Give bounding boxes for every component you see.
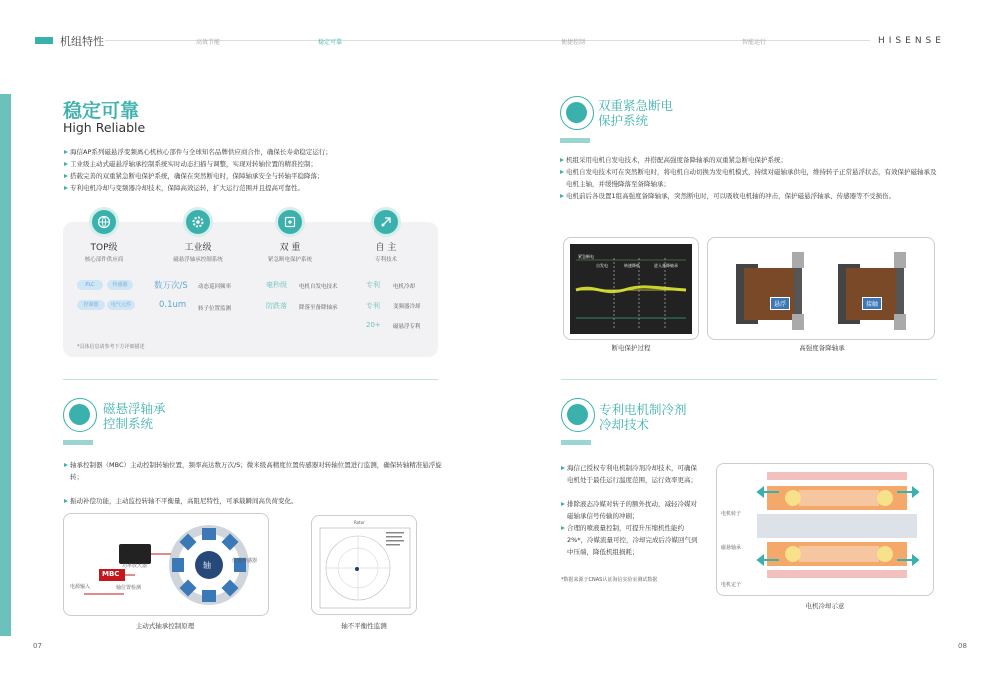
levitate-tag: 悬浮 <box>770 297 790 310</box>
diagram-label: 位置传感器 <box>232 558 258 564</box>
figure-caption: 电机冷却示意 <box>805 602 845 610</box>
shield-icon <box>275 207 305 237</box>
feature-title: 自 主 <box>375 243 397 253</box>
heading-underbar <box>560 138 590 143</box>
stat-value: 专利 <box>366 302 380 310</box>
rb-bullet: 排除液态冷媒对转子的额外扰动，减轻冷媒对磁轴承信号传输的冲刷； <box>567 498 702 522</box>
polar-plot <box>311 515 417 615</box>
rt-bullet: 机组采用电机自发电技术，并搭配高强度备降轴承的双重紧急断电保护系统； <box>566 156 787 164</box>
stat-label: 变频器冷却 <box>393 304 421 310</box>
nav-item-control[interactable]: 便捷控制 <box>561 39 586 46</box>
stat-value: 防跌落 <box>266 302 287 310</box>
stat-value: 专利 <box>366 281 380 289</box>
divider <box>63 379 438 380</box>
header-accent-bar <box>35 37 53 44</box>
gear-icon <box>183 207 213 237</box>
contact-tag: 接触 <box>862 297 882 310</box>
diagram-label: 电机转子 <box>721 511 742 517</box>
cooling-diagram <box>716 463 934 596</box>
tag-pill: 电气元件 <box>107 300 135 310</box>
feature-subtitle: 核心部件供应商 <box>84 257 124 263</box>
nav-item-efficiency[interactable]: 高效节能 <box>196 39 221 46</box>
rt-bullet: 电机前后各设置1组高强度备降轴承，突然断电时，可以吸收电机轴的冲击，保护磁悬浮轴承、传感器等不受损伤。 <box>566 190 938 202</box>
left-bullet: 搭载完善的双重紧急断电保护系统，确保在突然断电时，保障轴承安全与转轴平稳降落； <box>70 172 324 180</box>
feature-title: 工业级 <box>184 243 212 253</box>
section-title: 机组特性 <box>60 35 104 48</box>
lb-bullet: 轴承控制器（MBC）主动控制转轴位置，频率高达数万次/S；微米级高精度位置传感器对转轴位置进行监测，确保转轴精准悬浮旋转； <box>70 459 450 483</box>
tag-pill: 控制器 <box>77 300 105 310</box>
stat-value: 20+ <box>366 321 381 329</box>
diagram-label: 功率放大器 <box>122 563 148 569</box>
mbc-diagram <box>63 513 269 616</box>
stat-label: 磁悬浮专利 <box>393 324 421 330</box>
feature-subtitle: 专利技术 <box>374 257 397 263</box>
heading-underbar <box>561 440 591 445</box>
globe-icon <box>89 207 119 237</box>
stat-value: 数万次/S <box>154 281 188 291</box>
shaft-label: 轴 <box>203 561 211 570</box>
coolant-icon <box>561 398 595 432</box>
left-bullet: 专利电机冷却与变频器冷却技术，保障高效运转，扩大运行范围并且提高可靠性。 <box>70 184 304 192</box>
stat-label: 动态巡回频率 <box>198 284 232 290</box>
feature-title: 双 重 <box>279 243 301 253</box>
scope-label: 紧急断电 <box>578 254 594 259</box>
rb-bullet: 合理的喷液量控制，可提升压缩机性能约2%*，冷媒流量可控，冷却完成后冷媒回气到中压端，降低机组损耗； <box>567 522 702 558</box>
figure-caption: 高强度备降轴承 <box>799 344 845 352</box>
bearing-icon <box>63 398 97 432</box>
section-heading: 双重紧急断电 保护系统 <box>598 98 674 128</box>
feature-card <box>63 222 438 357</box>
stat-label: 电机自发电技术 <box>299 284 338 290</box>
stat-value: 0.1um <box>159 300 187 310</box>
left-bullet: 工业级主动式磁悬浮轴承控制系统实时动态扫描与调整，实现对转轴位置的精准控制； <box>70 160 317 168</box>
nav-item-intelligent[interactable]: 智能运行 <box>742 39 767 46</box>
rt-bullet: 电机自发电技术可在突然断电时，将电机自动切换为发电机模式，持续对磁轴承供电，维持转子正常悬浮状态，有效保护磁轴承及电机主轴，并缓慢降落至备降轴承； <box>566 168 937 188</box>
power-icon <box>560 96 594 130</box>
nav-item-reliable[interactable]: 稳定可靠 <box>318 39 343 46</box>
bearing-figure <box>707 237 935 340</box>
page-subtitle: High Reliable <box>63 120 146 135</box>
feature-title: TOP级 <box>90 243 118 253</box>
figure-caption: 主动式轴承控制原理 <box>135 622 195 630</box>
diagram-label: 电源输入 <box>70 584 91 590</box>
mbc-label: MBC <box>102 570 120 578</box>
polar-title: Rotor <box>354 520 365 525</box>
heading-underbar <box>63 440 93 445</box>
section-heading: 磁悬浮轴承 控制系统 <box>103 401 166 431</box>
stat-value: 毫秒级 <box>266 281 287 289</box>
scope-label: 进入备降轴承 <box>654 263 678 268</box>
stat-label: 降落至备降轴承 <box>299 305 338 311</box>
stat-label: 电机冷却 <box>393 284 416 290</box>
tag-pill: PLC <box>77 280 103 290</box>
card-footnote: *具体信息请参考下方详细描述 <box>77 344 145 350</box>
lb-bullet: 振动补偿功能，主动监控转轴不平衡量，高阻尼特性，可承载瞬间高负荷变化。 <box>70 497 298 505</box>
diagram-label: 电机定子 <box>721 582 742 588</box>
footnote: *数据来源于CNAS认证海信实验室测试数据 <box>561 577 658 583</box>
feature-subtitle: 紧急断电保护系统 <box>267 257 312 263</box>
figure-caption: 轴不平衡性监测 <box>341 622 387 630</box>
scope-label: 自发电 <box>596 263 608 268</box>
page-number: 07 <box>33 642 42 650</box>
scope-label: 转速降低 <box>624 263 640 268</box>
oscilloscope-figure <box>563 237 699 340</box>
page-title: 稳定可靠 <box>63 100 140 122</box>
page-number: 08 <box>958 642 967 650</box>
rb-bullet: 海信已授权专利电机制冷剂冷却技术，可确保电机处于最佳运行温度范围，运行效率更高； <box>567 462 702 486</box>
diagram-label: 磁悬轴承 <box>721 545 742 551</box>
diagram-label: 轴位置检测 <box>116 585 142 591</box>
left-bullet: 海信AP系列磁悬浮变频离心机核心部件与全球知名品牌供应商合作，确保长寿命稳定运行； <box>70 148 332 156</box>
tag-pill: 传感器 <box>107 280 133 290</box>
stat-label: 转子位置监测 <box>198 306 232 312</box>
brand-logo: HISENSE <box>878 36 945 46</box>
figure-caption: 断电保护过程 <box>611 344 651 352</box>
side-accent-bar <box>0 94 11 636</box>
feature-subtitle: 磁悬浮轴承控制系统 <box>173 257 223 263</box>
divider <box>561 379 937 380</box>
patent-icon <box>371 207 401 237</box>
section-heading: 专利电机制冷剂 冷却技术 <box>599 402 687 432</box>
